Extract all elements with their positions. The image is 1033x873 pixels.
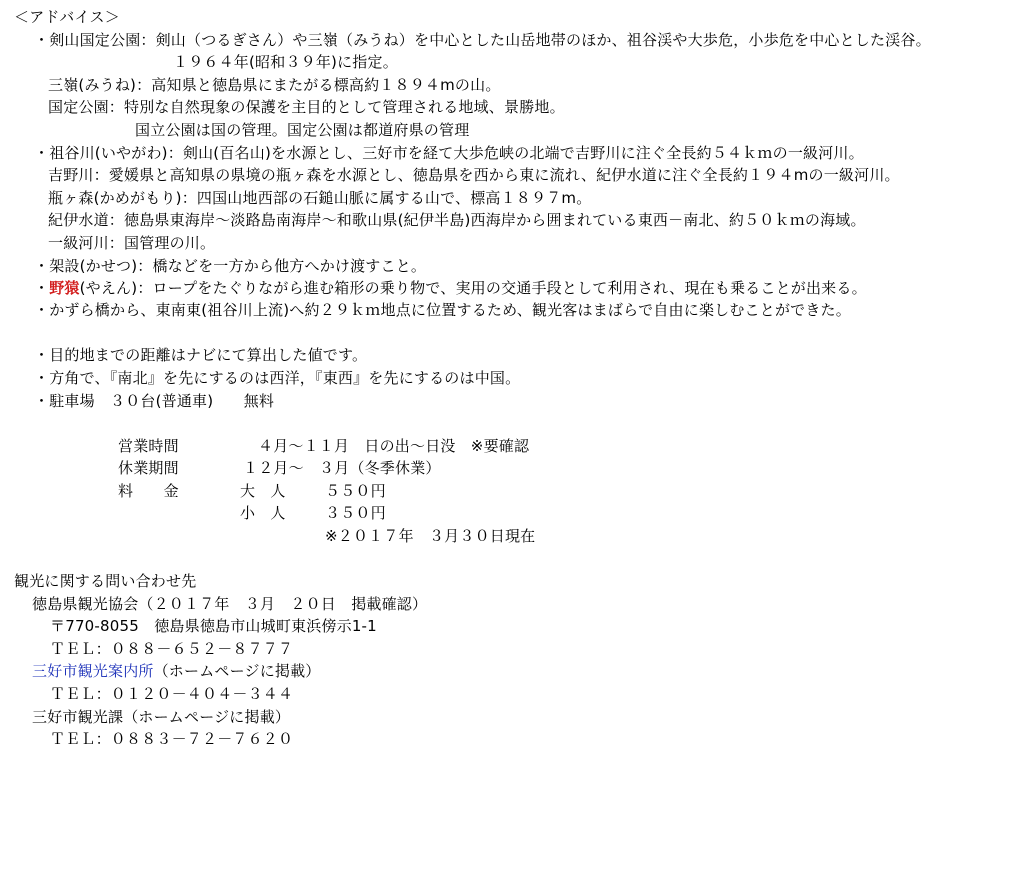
- fee-label: 料 金: [118, 482, 179, 500]
- advice-line-iyagawa: ・祖谷川(いやがわ)：剣山(百名山)を水源とし、三好市を経て大歩危峡の北端で吉野川に注ぐ全長約５４ｋｍの一級河川。: [34, 144, 864, 162]
- advice-line-ikkyu-kasen: 一級河川：国管理の川。: [48, 234, 216, 252]
- contact-tel-miyoshi-info: ＴＥＬ：０１２０－４０４－３４４: [50, 685, 294, 703]
- contact-org-miyoshi-section: 三好市観光課（ホームページに掲載）: [32, 708, 291, 726]
- child-label: 小 人: [240, 504, 286, 522]
- contact-org-miyoshi-info: [32, 661, 321, 681]
- miyoshi-info-link[interactable]: 三好市観光案内所: [32, 662, 154, 680]
- advice-line-yaen: [34, 278, 867, 298]
- advice-line-location: ・かずら橋から、東南東(祖谷川上流)へ約２９ｋｍ地点に位置するため、観光客はまばらで自由に楽しむことができた。: [34, 301, 851, 319]
- closed-period-label: 休業期間: [118, 459, 179, 477]
- advice-line-distance: ・目的地までの距離はナビにて算出した値です。: [34, 346, 368, 364]
- advice-line-kasetsu: ・架設(かせつ)：橋などを一方から他方へかけ渡すこと。: [34, 257, 427, 275]
- as-of-date: ※２０１７年 ３月３０日現在: [325, 527, 536, 545]
- yaen-description: (やえん)：ロープをたぐりながら進む箱形の乗り物で、実用の交通手段として利用され、現在も乗ることが出来る。: [79, 279, 867, 297]
- contact-heading: 観光に関する問い合わせ先: [14, 572, 197, 590]
- advice-line-miune: 三嶺(みうね)：高知県と徳島県にまたがる標高約１８９４mの山。: [48, 76, 501, 94]
- advice-line-kii-suido: 紀伊水道：徳島県東海岸～淡路島南海岸～和歌山県(紀伊半島)西海岸から囲まれている東西－南北、約５０ｋｍの海域。: [48, 211, 866, 229]
- miyoshi-info-note: （ホームページに掲載）: [153, 662, 321, 680]
- yaen-keyword: 野猿: [49, 279, 80, 297]
- advice-line-designation: １９６４年(昭和３９年)に指定。: [173, 53, 398, 71]
- open-hours-value: ４月～１１月 日の出～日没 ※要確認: [258, 437, 530, 455]
- adult-fee: ５５０円: [325, 482, 386, 500]
- bullet: ・: [34, 279, 50, 297]
- advice-line-direction: ・方角で、『南北』を先にするのは西洋，『東西』を先にするのは中国。: [34, 369, 521, 387]
- advice-heading: ＜アドバイス＞: [14, 8, 120, 26]
- advice-line-kamegamori: 瓶ヶ森(かめがもり)：四国山地西部の石鎚山脈に属する山で、標高１８９７m。: [48, 189, 592, 207]
- child-fee: ３５０円: [325, 504, 386, 522]
- advice-line-kokuritsu: 国立公園は国の管理。国定公園は都道府県の管理: [135, 121, 470, 139]
- contact-org-tokushima: 徳島県観光協会（２０１７年 ３月 ２０日 掲載確認）: [32, 595, 428, 613]
- contact-tel-tokushima: ＴＥＬ：０８８－６５２－８７７７: [50, 640, 294, 658]
- advice-line-parking: ・駐車場 ３０台(普通車) 無料: [34, 392, 275, 410]
- closed-period-value: １２月～ ３月（冬季休業）: [243, 459, 441, 477]
- contact-tel-miyoshi-section: ＴＥＬ：０８８３－７２－７６２０: [50, 730, 294, 748]
- advice-line-yoshinogawa: 吉野川：愛媛県と高知県の県境の瓶ヶ森を水源とし、徳島県を西から東に流れ、紀伊水道に注ぐ全長約１９４mの一級河川。: [48, 166, 900, 184]
- advice-line-kokutei-def: 国定公園：特別な自然現象の保護を主目的として管理される地域、景勝地。: [48, 98, 565, 116]
- open-hours-label: 営業時間: [118, 437, 179, 455]
- advice-line-kokutei: ・剣山国定公園：剣山（つるぎさん）や三嶺（みうね）を中心とした山岳地帯のほか、祖谷渓や大歩危，小歩危を中心とした渓谷。: [34, 31, 931, 49]
- contact-address: 〒770-8055 徳島県徳島市山城町東浜傍示1-1: [50, 617, 377, 635]
- adult-label: 大 人: [240, 482, 286, 500]
